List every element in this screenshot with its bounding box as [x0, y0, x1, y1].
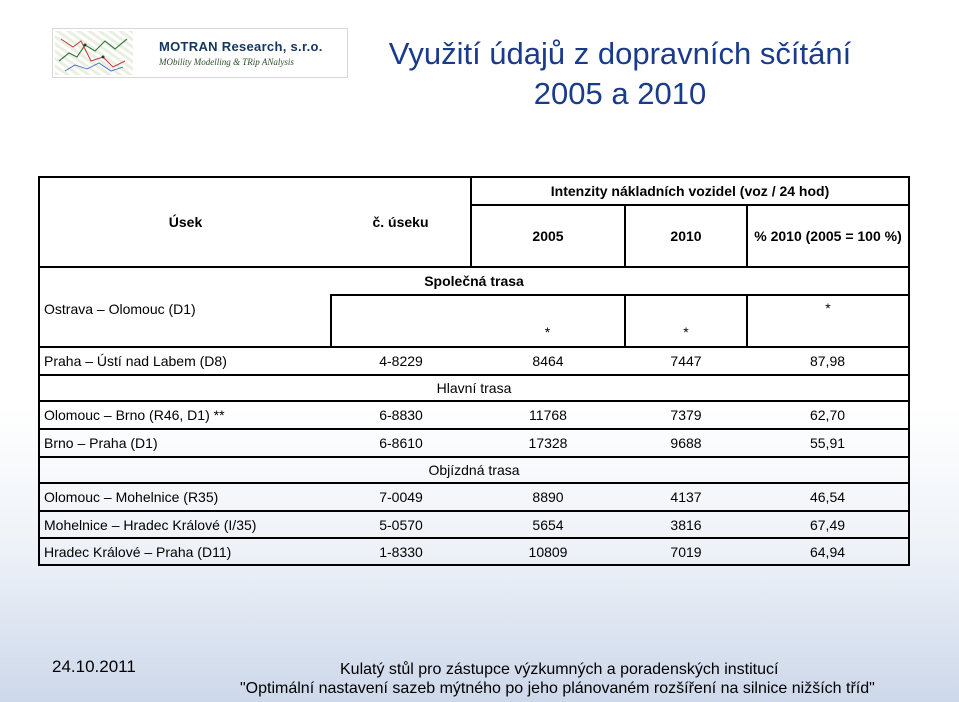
cell-cislo: 6-8610	[331, 429, 471, 457]
logo-company-name: MOTRAN Research, s.r.o.	[159, 39, 323, 54]
cell-pct: 55,91	[747, 429, 909, 457]
cell-cislo	[331, 295, 471, 347]
footer-event-line2: "Optimální nastavení sazeb mýtného po jeho plánovaném rozšíření na silnice nižších tříd"	[240, 680, 875, 697]
cell-2005: 8464	[471, 347, 625, 375]
header-pct: % 2010 (2005 = 100 %)	[747, 205, 909, 267]
cell-cislo: 7-0049	[331, 483, 471, 511]
table-row	[39, 295, 909, 347]
cell-cislo: 6-8830	[331, 401, 471, 429]
cell-cislo: 5-0570	[331, 511, 471, 538]
header-2005: 2005	[471, 205, 625, 267]
cell-usek: Olomouc – Mohelnice (R35)	[39, 483, 331, 511]
cell-cislo: 4-8229	[331, 347, 471, 375]
cell-2005: 8890	[471, 483, 625, 511]
cell-2010: 4137	[625, 483, 747, 511]
cell-2010: 9688	[625, 429, 747, 457]
cell-pct: 46,54	[747, 483, 909, 511]
slide-title: Využití údajů z dopravních sčítání 2005 a 2010	[388, 36, 852, 111]
section-objizdna-trasa: Objízdná trasa	[39, 457, 909, 483]
table-row	[39, 347, 909, 375]
cell-2010: *	[625, 295, 747, 347]
cell-usek: Olomouc – Brno (R46, D1) **	[39, 401, 331, 429]
header-usek: Úsek	[39, 177, 331, 267]
section-hlavni-trasa: Hlavní trasa	[39, 375, 909, 401]
cell-usek: Praha – Ústí nad Labem (D8)	[39, 347, 331, 375]
cell-2005: 17328	[471, 429, 625, 457]
header-cislo-useku: č. úseku	[331, 177, 471, 267]
cell-cislo: 1-8330	[331, 538, 471, 565]
cell-usek: Ostrava – Olomouc (D1)	[39, 295, 331, 347]
cell-2010: 3816	[625, 511, 747, 538]
traffic-table	[38, 176, 910, 566]
table-row	[39, 538, 909, 565]
cell-pct: 64,94	[747, 538, 909, 565]
cell-pct: 67,49	[747, 511, 909, 538]
footer-date: 24.10.2011	[52, 657, 136, 676]
cell-usek: Brno – Praha (D1)	[39, 429, 331, 457]
cell-pct: *	[747, 295, 909, 347]
footer-event-line1: Kulatý stůl pro zástupce výzkumných a poradenských institucí	[340, 661, 779, 678]
header-group-intenzity: Intenzity nákladních vozidel (voz / 24 hod)	[471, 177, 909, 205]
table-row	[39, 429, 909, 457]
header-2010: 2010	[625, 205, 747, 267]
cell-usek: Mohelnice – Hradec Králové (I/35)	[39, 511, 331, 538]
cell-2005: 10809	[471, 538, 625, 565]
cell-2005: 5654	[471, 511, 625, 538]
map-thumbnail-icon	[55, 31, 133, 75]
cell-2005: *	[471, 295, 625, 347]
cell-2005: 11768	[471, 401, 625, 429]
cell-pct: 62,70	[747, 401, 909, 429]
logo-tagline: MObility Modelling & TRip ANalysis	[159, 57, 294, 67]
cell-usek: Hradec Králové – Praha (D11)	[39, 538, 331, 565]
table-row	[39, 511, 909, 538]
cell-2010: 7019	[625, 538, 747, 565]
cell-pct: 87,98	[747, 347, 909, 375]
table-row	[39, 401, 909, 429]
table-row	[39, 483, 909, 511]
section-spolecna-trasa: Společná trasa	[39, 267, 909, 295]
company-logo	[52, 28, 348, 78]
cell-2010: 7447	[625, 347, 747, 375]
cell-2010: 7379	[625, 401, 747, 429]
